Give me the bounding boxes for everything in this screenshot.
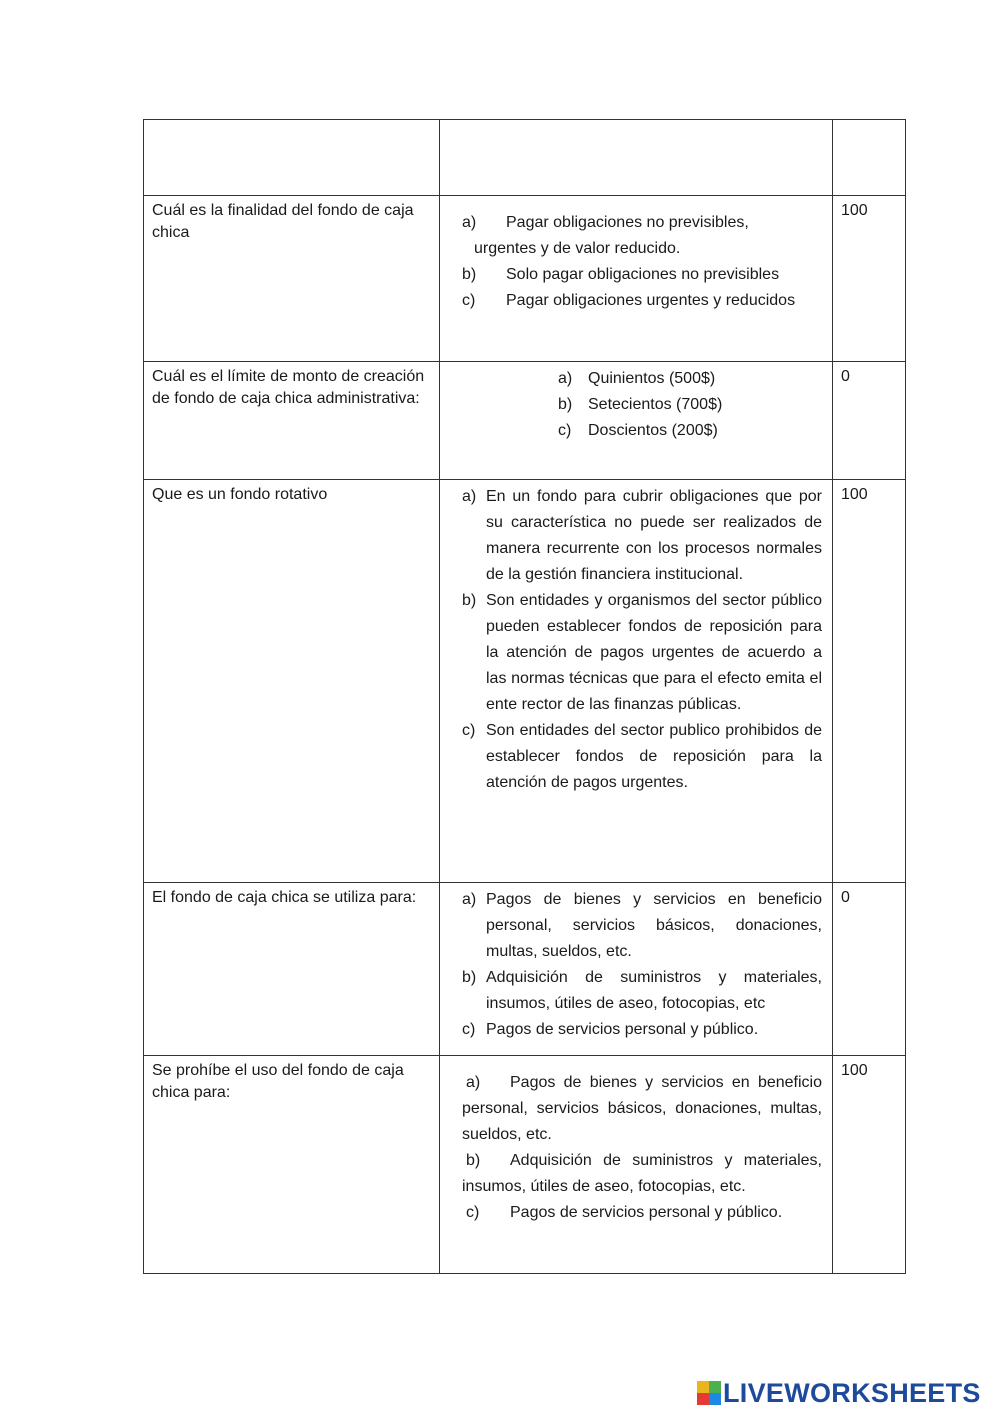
points-value: 100	[841, 202, 868, 219]
option-text: Quinientos (500$)	[588, 370, 716, 387]
points-cell	[833, 196, 906, 362]
option-label: c)	[466, 1204, 480, 1221]
option-text: Pagar obligaciones no previsibles,	[506, 214, 749, 231]
option-text: Son entidades y organismos del sector público pueden establecer fondos de reposición para la atención de pagos urgentes de acuerdo a las normas técnicas que para el efecto emita el ente rector de las finanzas públicas.	[486, 592, 822, 713]
points-cell	[833, 1056, 906, 1274]
option-b[interactable]	[462, 262, 822, 288]
option-text: Solo pagar obligaciones no previsibles	[506, 266, 780, 283]
points-value: 0	[841, 368, 850, 385]
option-label: b)	[558, 396, 573, 413]
option-label: b)	[462, 266, 477, 283]
question-cell	[144, 362, 440, 480]
option-a-continuation: urgentes y de valor reducido.	[474, 240, 681, 257]
option-a[interactable]	[462, 887, 822, 965]
option-text: En un fondo para cubrir obligaciones que por su característica no puede ser realizados de manera recurrente con los procesos normales de la gestión financiera institucional.	[486, 488, 822, 583]
option-c[interactable]	[462, 1017, 822, 1043]
question-cell	[144, 480, 440, 883]
table-row	[144, 120, 906, 196]
points-value: 100	[841, 486, 868, 503]
option-label: c)	[462, 292, 476, 309]
option-a[interactable]	[462, 484, 822, 588]
option-label: c)	[462, 1021, 476, 1038]
options-cell	[440, 196, 833, 362]
question-cell	[144, 883, 440, 1056]
question-cell	[144, 1056, 440, 1274]
points-cell	[833, 362, 906, 480]
table-row	[144, 883, 906, 1056]
option-text: Pagos de bienes y servicios en beneficio personal, servicios básicos, donaciones, multas, sueldos, etc.	[486, 891, 822, 960]
question-cell	[144, 120, 440, 196]
option-label: c)	[462, 722, 476, 739]
points-value: 0	[841, 889, 850, 906]
option-text: Adquisición de suministros y materiales, insumos, útiles de aseo, fotocopias, etc	[486, 969, 822, 1012]
points-cell	[833, 480, 906, 883]
points-cell	[833, 883, 906, 1056]
table-row	[144, 196, 906, 362]
question-text: Cuál es el límite de monto de creación de fondo de caja chica administrativa:	[152, 368, 425, 407]
points-value: 100	[841, 1062, 868, 1079]
options-cell	[440, 1056, 833, 1274]
questions-table	[143, 119, 906, 1274]
options-cell	[440, 120, 833, 196]
option-label: a)	[462, 891, 477, 908]
table-row	[144, 480, 906, 883]
liveworksheets-logo	[697, 1377, 981, 1408]
points-cell	[833, 120, 906, 196]
option-label: a)	[462, 488, 477, 505]
option-text: Son entidades del sector publico prohibidos de establecer fondos de reposición para la atención de pagos urgentes.	[486, 722, 822, 791]
question-text: Se prohíbe el uso del fondo de caja chica para:	[152, 1062, 404, 1101]
option-label: b)	[462, 969, 477, 986]
option-b[interactable]	[462, 1148, 822, 1200]
option-label: a)	[462, 214, 477, 231]
question-text: El fondo de caja chica se utiliza para:	[152, 889, 417, 906]
option-c[interactable]	[462, 718, 822, 796]
option-text: Pagos de servicios personal y público.	[510, 1204, 783, 1221]
table-row	[144, 1056, 906, 1274]
option-text: Setecientos (700$)	[588, 396, 723, 413]
logo-mark-icon	[697, 1381, 721, 1405]
option-label: b)	[462, 592, 477, 609]
option-text: Pagos de servicios personal y público.	[486, 1021, 759, 1038]
option-text: Adquisición de suministros y materiales, insumos, útiles de aseo, fotocopias, etc.	[462, 1152, 822, 1195]
option-a[interactable]	[558, 366, 822, 392]
options-cell	[440, 362, 833, 480]
table-row	[144, 362, 906, 480]
option-b[interactable]	[462, 588, 822, 718]
option-b[interactable]	[558, 392, 822, 418]
option-c[interactable]	[462, 288, 822, 314]
option-a[interactable]	[462, 210, 822, 236]
option-c[interactable]	[558, 418, 822, 444]
option-text: Pagos de bienes y servicios en beneficio personal, servicios básicos, donaciones, multas, sueldos, etc.	[462, 1074, 822, 1143]
question-text: Que es un fondo rotativo	[152, 486, 328, 503]
option-label: a)	[466, 1074, 481, 1091]
question-cell	[144, 196, 440, 362]
option-label: c)	[558, 422, 572, 439]
option-label: b)	[466, 1152, 481, 1169]
question-text: Cuál es la finalidad del fondo de caja chica	[152, 202, 414, 241]
option-c[interactable]	[462, 1200, 822, 1226]
option-label: a)	[558, 370, 573, 387]
options-cell	[440, 883, 833, 1056]
options-cell	[440, 480, 833, 883]
option-text: Doscientos (200$)	[588, 422, 718, 439]
option-text: Pagar obligaciones urgentes y reducidos	[506, 292, 796, 309]
logo-text: LIVEWORKSHEETS	[723, 1377, 981, 1408]
option-b[interactable]	[462, 965, 822, 1017]
option-a[interactable]	[462, 1070, 822, 1148]
